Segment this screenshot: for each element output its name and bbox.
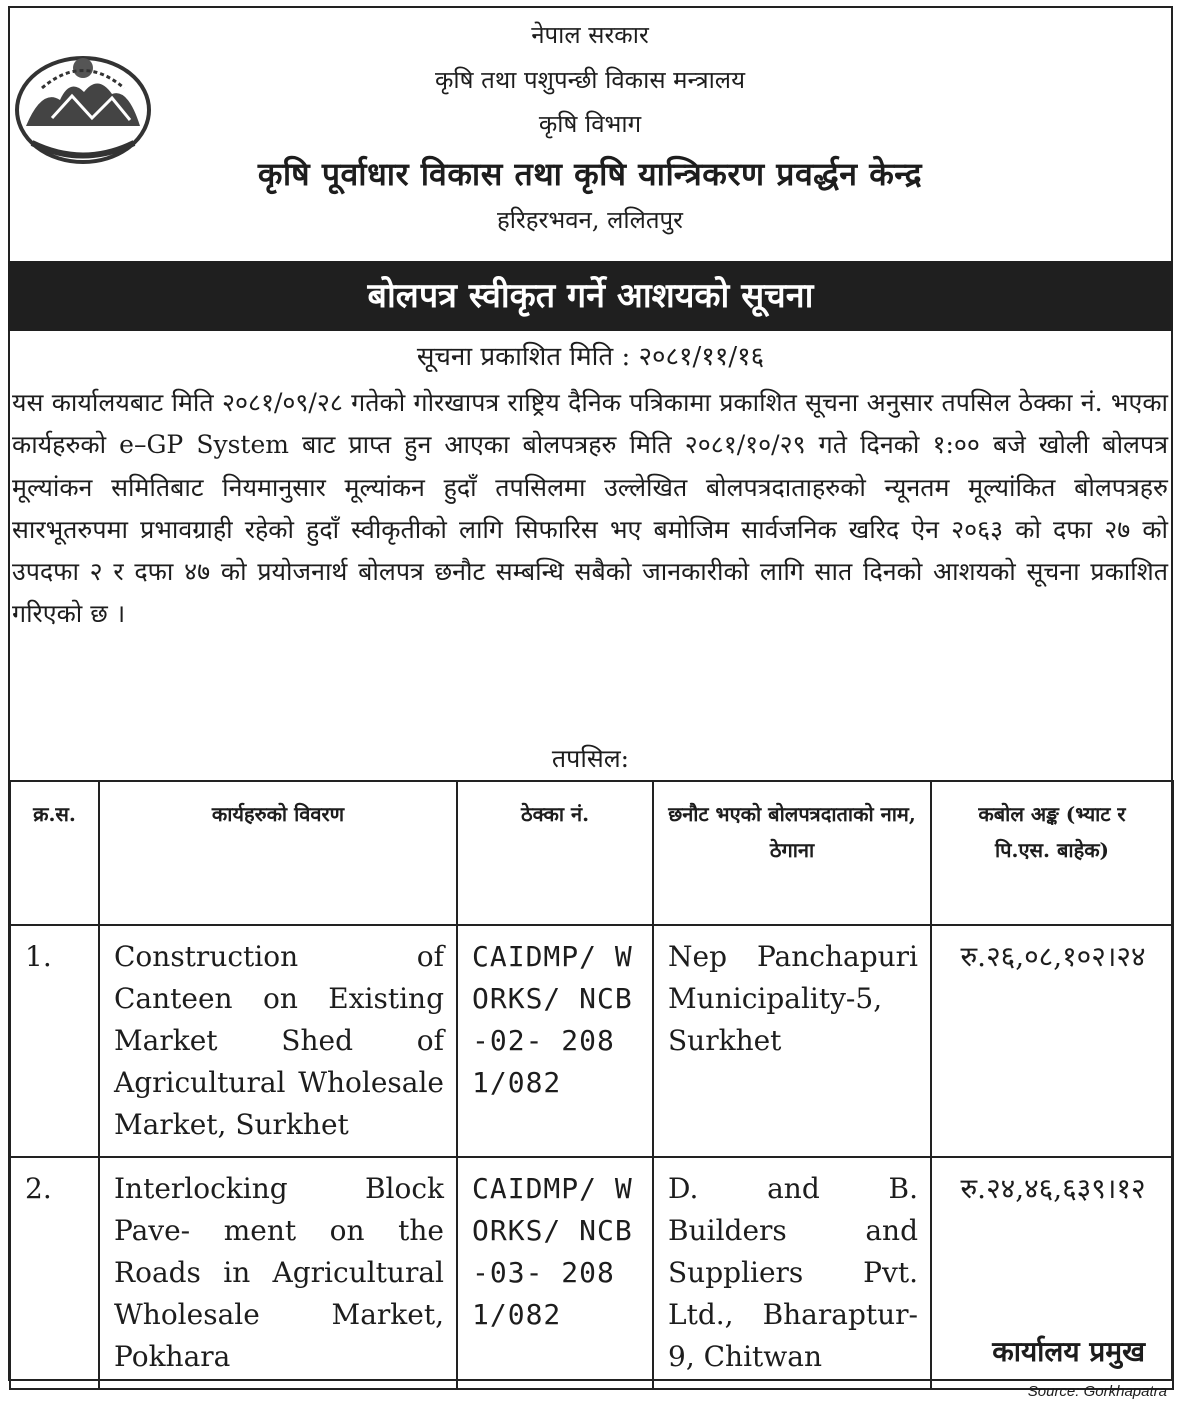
header-sn: क्र.स. [10, 781, 99, 925]
nepal-government-emblem [12, 48, 154, 166]
notice-body: यस कार्यालयबाट मिति २०८१/०९/२८ गतेको गोरखापत्र राष्ट्रिय दैनिक पत्रिकामा प्रकाशित सूचना अनुसार तपसिल ठेक्का नं. भएका कार्यहरुको e–GP System बाट प्राप्त हुन आएका बोलपत्रहरु मिति २०८१/१०/२९ गते दिनको १:०० बजे खोली बोलपत्र मूल्यांकन समितिबाट नियमानुसार मूल्यांकन हुदाँ तपसिलमा उल्लेखित बोलपत्रदाताहरुको न्यूनतम मूल्यांकित बोलपत्रहरु सारभूतरुपमा प्रभावग्राही रहेको हुदाँ स्वीकृतीको लागि सिफारिस भए बमोजिम सार्वजनिक खरिद ऐन २०६३ को दफा २७ को उपदफा २ र दफा ४७ को प्रयोजनार्थ बोलपत्र छनौट सम्बन्धि सबैको जानकारीको लागि सात दिनको आशयको सूचना प्रकाशित गरिएको छ । [12, 388, 1168, 629]
header-description: कार्यहरुको विवरण [99, 781, 457, 925]
header-ministry: कृषि तथा पशुपन्छी विकास मन्त्रालय [435, 66, 745, 94]
header-office: कृषि पूर्वाधार विकास तथा कृषि यान्त्रिकरण प्रवर्द्धन केन्द्र [257, 155, 923, 193]
row-amount: रु.२६,०८,१०२।२४ [931, 925, 1173, 1157]
award-table [9, 780, 1174, 1390]
publish-date: सूचना प्रकाशित मिति : २०८१/११/१६ [416, 342, 765, 372]
source-credit: Source: Gorkhapatra [1027, 1383, 1167, 1400]
row-description: Construction of Canteen on Existing Market Shed of Agricultural Wholesale Market, Surkhet [99, 925, 457, 1157]
row-sn: 1. [10, 925, 99, 1157]
row-bidder: D. and B. Builders and Suppliers Pvt. Ltd., Bharaptur-9, Chitwan [653, 1157, 931, 1389]
header-address: हरिहरभवन, ललितपुर [496, 206, 684, 234]
header-department: कृषि विभाग [538, 110, 642, 138]
table-row [10, 925, 1173, 1157]
row-bidder: Nep Panchapuri Municipality-5, Surkhet [653, 925, 931, 1157]
notice-title: बोलपत्र स्वीकृत गर्ने आशयको सूचना [8, 261, 1173, 331]
row-amount: रु.२४,४६,६३९।१२ [931, 1157, 1173, 1389]
row-contract-no: CAIDMP/ WORKS/ NCB-03- 2081/082 [457, 1157, 653, 1389]
table-caption: तपसिल: [551, 744, 630, 773]
signature-office-chief: कार्यालय प्रमुख [992, 1335, 1145, 1368]
row-sn: 2. [10, 1157, 99, 1389]
header-amount: कबोल अङ्क (भ्याट र पि.एस. बाहेक) [931, 781, 1173, 925]
header-contract-no: ठेक्का नं. [457, 781, 653, 925]
header-bidder: छनौट भएको बोलपत्रदाताको नाम, ठेगाना [653, 781, 931, 925]
table-header-row [10, 781, 1173, 925]
row-contract-no: CAIDMP/ WORKS/ NCB-02- 2081/082 [457, 925, 653, 1157]
header-government: नेपाल सरकार [531, 21, 649, 49]
row-description: Interlocking Block Pave- ment on the Roads in Agricultural Wholesale Market, Pokhara [99, 1157, 457, 1389]
